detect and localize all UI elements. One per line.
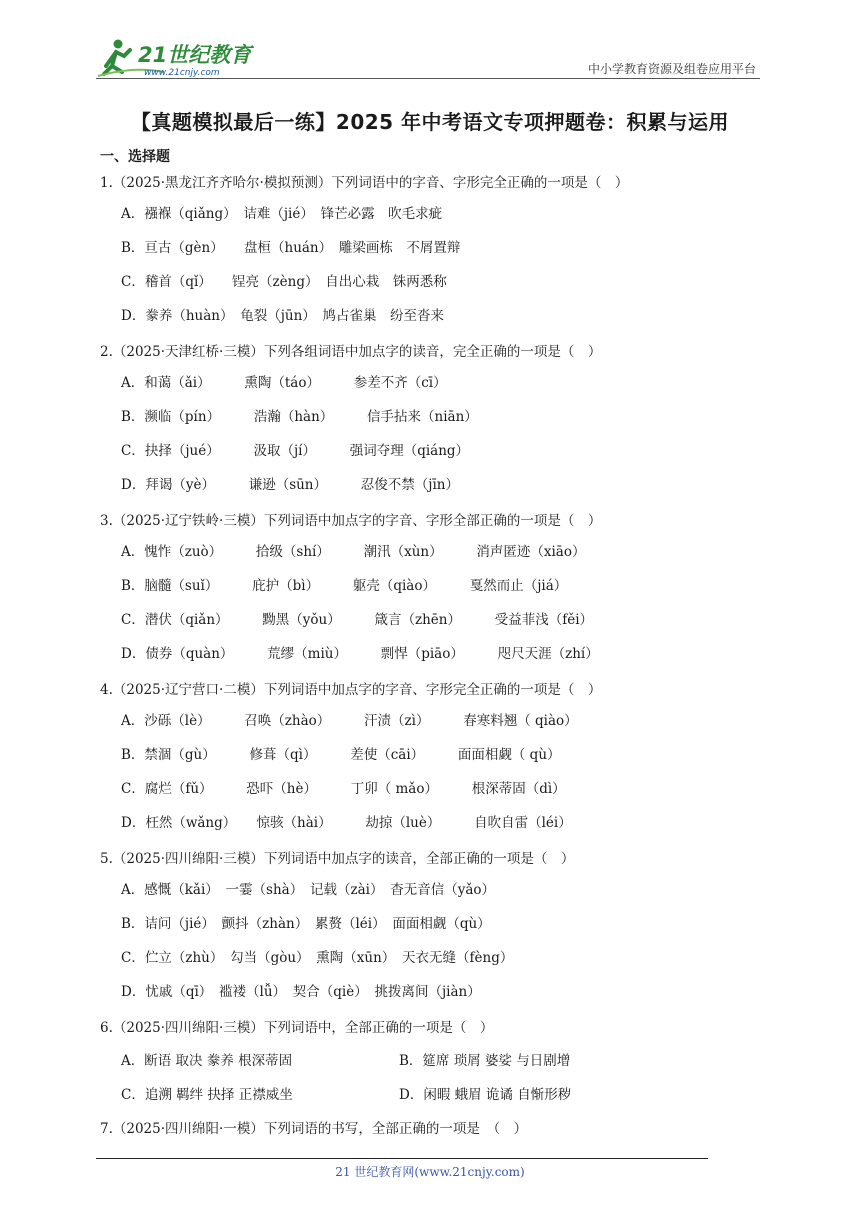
option-line: C．潜伏（qiǎn） 黝黑（yǒu） 箴言（zhēn） 受益菲浅（fěi） bbox=[121, 612, 594, 628]
question-stem: 5.（2025·四川绵阳·三模）下列词语中加点字的读音，全部正确的一项是（ ） bbox=[100, 851, 575, 867]
question-stem: 7.（2025·四川绵阳·一模）下列词语的书写，全部正确的一项是 （ ） bbox=[100, 1121, 528, 1137]
option-line: A．沙砾（lè） 召唤（zhào） 汗渍（zì） 春寒料翘（ qiào） bbox=[121, 713, 578, 729]
logo-url: www.21cnjy.com bbox=[144, 68, 220, 78]
option-line: C．抉择（jué） 汲取（jí） 强词夺理（qiáng） bbox=[121, 443, 470, 459]
question-stem: 4.（2025·辽宁营口·二模）下列词语中加点字的字音、字形完全正确的一项是（ ） bbox=[100, 682, 602, 698]
page-title: 【真题模拟最后一练】2025 年中考语文专项押题卷：积累与运用 bbox=[130, 110, 730, 134]
footer-divider bbox=[96, 1158, 708, 1159]
option-line: B．诘问（jié） 颤抖（zhàn） 累赘（léi） 面面相觑（qù） bbox=[121, 916, 491, 932]
footer-text: 21 世纪教育网(www.21cnjy.com) bbox=[335, 1165, 525, 1179]
option-line: A．和蔼（ǎi） 熏陶（táo） 参差不齐（cī） bbox=[121, 375, 447, 391]
question-stem: 3.（2025·辽宁铁岭·三模）下列词语中加点字的字音、字形全部正确的一项是（ ） bbox=[100, 513, 602, 529]
option-line: D．忧戚（qī） 褴褛（lǚ） 契合（qiè） 挑拨离间（jiàn） bbox=[121, 984, 481, 1000]
question-stem: 6.（2025·四川绵阳·三模）下列词语中，全部正确的一项是（ ） bbox=[100, 1020, 494, 1036]
option-line: D．拜谒（yè） 谦逊（sūn） 忍俊不禁（jīn） bbox=[121, 477, 459, 493]
option-line: A．襁褓（qiǎng） 诘难（jié） 锋芒必露 吹毛求疵 bbox=[121, 206, 443, 222]
header-tagline: 中小学教育资源及组卷应用平台 bbox=[587, 62, 756, 76]
option-line: B．禁涸（gù） 修葺（qì） 差使（cāi） 面面相觑（ qù） bbox=[121, 747, 561, 763]
option-line: B．筵席 琐屑 婆娑 与日剧增 bbox=[399, 1053, 571, 1069]
header-divider bbox=[96, 78, 760, 79]
site-logo bbox=[94, 36, 264, 80]
option-line: D．闲暇 蛾眉 诡谲 自惭形秽 bbox=[399, 1087, 572, 1103]
option-line: C．追溯 羁绊 抉择 正襟威坐 bbox=[121, 1087, 293, 1103]
option-line: A．断语 取决 豢养 根深蒂固 bbox=[121, 1053, 293, 1069]
option-line: B．脑髓（suǐ） 庇护（bì） 躯壳（qiào） 戛然而止（jiá） bbox=[121, 578, 568, 594]
option-line: B．濒临（pín） 浩瀚（hàn） 信手拈来（niān） bbox=[121, 409, 478, 425]
option-line: C．稽首（qǐ） 锃亮（zèng） 自出心栽 铢两悉称 bbox=[121, 274, 447, 290]
option-line: B．亘古（gèn） 盘桓（huán） 雕梁画栋 不屑置辩 bbox=[121, 240, 461, 256]
option-line: C．腐烂（fǔ） 恐吓（hè） 丁卯（ mǎo） 根深蒂固（dì） bbox=[121, 781, 566, 797]
question-stem: 2.（2025·天津红桥·三模）下列各组词语中加点字的读音，完全正确的一项是（ ） bbox=[100, 344, 602, 360]
logo-text: 21世纪教育 bbox=[138, 43, 252, 67]
option-line: D．豢养（huàn） 龟裂（jūn） 鸠占雀巢 纷至沓来 bbox=[121, 308, 445, 324]
option-line: A．愧怍（zuò） 拾级（shí） 潮汛（xùn） 消声匿迹（xiāo） bbox=[121, 544, 586, 560]
option-line: D．债券（quàn） 荒缪（miù） 剽悍（piāo） 咫尺天涯（zhí） bbox=[121, 646, 599, 662]
option-line: D．枉然（wǎng） 惊骇（hài） 劫掠（luè） 自吹自雷（léi） bbox=[121, 815, 572, 831]
option-line: C．伫立（zhù） 勾当（gòu） 熏陶（xūn） 天衣无缝（fèng） bbox=[121, 950, 514, 966]
section-heading: 一、选择题 bbox=[100, 149, 170, 165]
option-line: A．感慨（kǎi） 一霎（shà） 记载（zài） 杳无音信（yǎo） bbox=[121, 882, 495, 898]
question-stem: 1.（2025·黑龙江齐齐哈尔·模拟预测）下列词语中的字音、字形完全正确的一项是（ ） bbox=[100, 175, 629, 191]
